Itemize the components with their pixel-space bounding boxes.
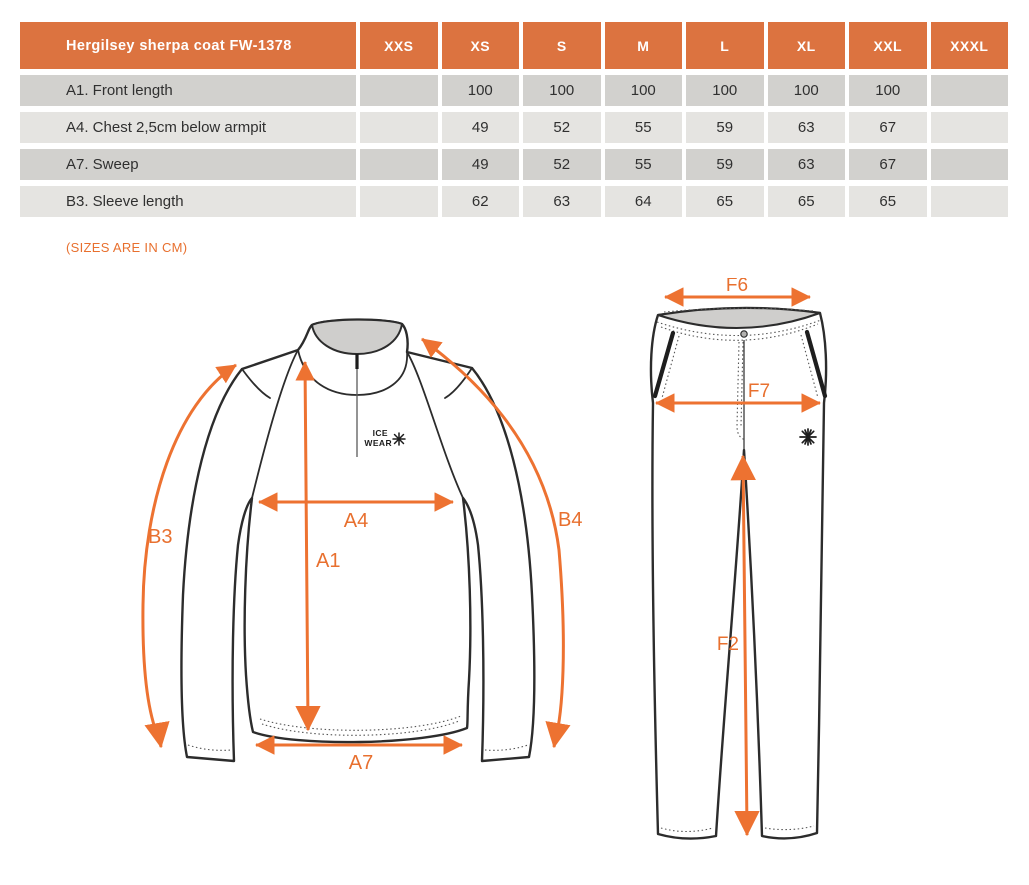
size-value-cell: 65	[849, 186, 927, 217]
size-value-cell	[360, 75, 438, 106]
size-col-header-m: M	[605, 22, 683, 69]
size-value-cell	[360, 112, 438, 143]
size-value-cell: 59	[686, 149, 764, 180]
size-value-cell	[360, 149, 438, 180]
waist-button	[741, 331, 747, 337]
size-value-cell: 67	[849, 112, 927, 143]
size-value-cell: 49	[442, 149, 520, 180]
size-value-cell: 65	[768, 186, 846, 217]
size-value-cell: 62	[442, 186, 520, 217]
size-value-cell: 63	[523, 186, 601, 217]
product-title: Hergilsey sherpa coat FW-1378	[20, 22, 356, 69]
row-label-front-length: A1. Front length	[20, 75, 356, 106]
row-label-chest: A4. Chest 2,5cm below armpit	[20, 112, 356, 143]
f7-label: F7	[747, 381, 771, 402]
f2-arrow	[743, 456, 747, 835]
a4-label: A4	[343, 510, 369, 532]
size-value-cell: 52	[523, 149, 601, 180]
size-value-cell: 100	[686, 75, 764, 106]
size-value-cell	[931, 112, 1009, 143]
size-value-cell: 65	[686, 186, 764, 217]
a7-label: A7	[348, 752, 374, 774]
a1-label: A1	[316, 550, 341, 572]
brand-text-line1: ICE	[372, 428, 388, 438]
snowflake-icon	[800, 429, 816, 445]
size-value-cell: 63	[768, 112, 846, 143]
size-col-header-xxl: XXL	[849, 22, 927, 69]
size-col-header-xl: XL	[768, 22, 846, 69]
size-value-cell: 100	[523, 75, 601, 106]
size-value-cell: 59	[686, 112, 764, 143]
size-value-cell: 52	[523, 112, 601, 143]
b3-label: B3	[148, 526, 173, 548]
size-value-cell	[931, 186, 1009, 217]
size-col-header-l: L	[686, 22, 764, 69]
f2-label: F2	[716, 634, 739, 655]
pants-measurement-diagram	[640, 278, 880, 878]
size-value-cell: 63	[768, 149, 846, 180]
snowflake-icon	[393, 433, 405, 445]
brand-text-line2: WEAR	[364, 438, 392, 448]
size-value-cell: 55	[605, 149, 683, 180]
b4-label: B4	[558, 509, 583, 531]
size-value-cell: 49	[442, 112, 520, 143]
row-label-sweep: A7. Sweep	[20, 149, 356, 180]
size-value-cell	[360, 186, 438, 217]
row-label-sleeve-length: B3. Sleeve length	[20, 186, 356, 217]
sizes-unit-note: (SIZES ARE IN CM)	[66, 240, 188, 255]
size-col-header-xxs: XXS	[360, 22, 438, 69]
size-col-header-xxxl: XXXL	[931, 22, 1009, 69]
size-col-header-xs: XS	[442, 22, 520, 69]
size-value-cell: 100	[442, 75, 520, 106]
size-value-cell	[931, 75, 1009, 106]
size-value-cell: 100	[768, 75, 846, 106]
jacket-measurement-diagram	[130, 295, 610, 815]
size-value-cell	[931, 149, 1009, 180]
f6-label: F6	[725, 278, 749, 296]
size-value-cell: 64	[605, 186, 683, 217]
size-value-cell: 67	[849, 149, 927, 180]
size-value-cell: 100	[605, 75, 683, 106]
size-value-cell: 100	[849, 75, 927, 106]
jacket-outline	[181, 320, 534, 761]
size-table	[20, 22, 1008, 217]
size-value-cell: 55	[605, 112, 683, 143]
pants-outline	[651, 308, 826, 839]
size-col-header-s: S	[523, 22, 601, 69]
